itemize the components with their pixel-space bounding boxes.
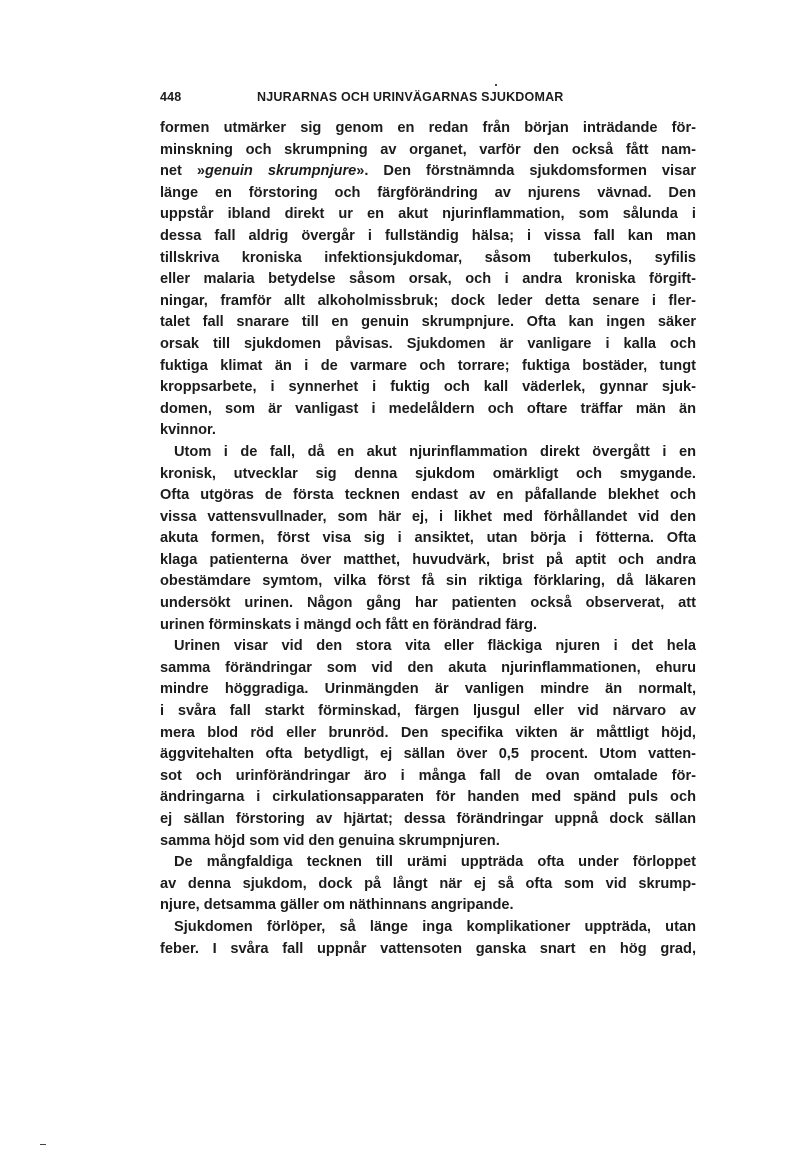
body-text [160,118,696,960]
text-line: kvinnor. [160,422,216,439]
text-line: dessa fall aldrig övergår i fullständig hälsa; i vissa fall kan man [160,227,696,244]
text-line: i svåra fall starkt förminskad, färgen ljusgul eller vid närvaro av [160,703,696,720]
text-line: ningar, framför allt alkoholmissbruk; dock leder detta senare i fler- [160,292,696,309]
text-line: orsak till sjukdomen påvisas. Sjukdomen är vanligare i kalla och [160,335,696,352]
text-line: Urinen visar vid den stora vita eller fläckiga njuren i det hela [174,638,696,655]
page-header [160,90,696,110]
text-line: mera blod röd eller brunröd. Den specifika vikten är måttligt höjd, [160,724,696,741]
text-line: av denna sjukdom, dock på långt när ej så ofta som vid skrump- [160,875,696,892]
text-line: De mångfaldiga tecknen till urämi uppträda ofta under förloppet [174,854,696,871]
text-line: net »genuin skrumpnjure». Den förstnämnda sjukdomsformen visar [160,163,697,180]
text-line: sot och urinförändringar äro i många fall de ovan omtalade för- [160,767,696,784]
text-line: Sjukdomen förlöper, så länge inga komplikationer uppträda, utan [174,918,696,935]
text-line: undersökt urinen. Någon gång har patienten också observerat, att [160,595,696,612]
text-line: talet fall snarare till en genuin skrumpnjure. Ofta kan ingen säker [160,314,696,331]
text-line: kroppsarbete, i synnerhet i fuktig och kall väderlek, gynnar sjuk- [160,379,696,396]
page-number: 448 [160,90,182,104]
text-line: fuktiga klimat än i de varmare och torrare; fuktiga bostäder, tungt [160,357,696,374]
text-line: samma höjd som vid den genuina skrumpnjuren. [160,832,500,849]
text-line: samma förändringar som vid den akuta njurinflammationen, ehuru [160,659,696,676]
text-line: eller malaria betydelse såsom orsak, och i andra kroniska förgift- [160,271,696,288]
text-line: formen utmärker sig genom en redan från början inträdande för- [160,120,696,136]
text-line: urinen förminskats i mängd och fått en förändrad färg. [160,616,538,633]
text-line: Ofta utgöras de första tecknen endast av en påfallande blekhet och [160,487,696,504]
text-line: domen, som är vanligast i medelåldern och oftare träffar män än [160,400,696,417]
text-line: kronisk, utvecklar sig denna sjukdom omärkligt och smygande. [160,465,696,482]
text-line: feber. I svåra fall uppnår vattensoten ganska snart en hög grad, [160,940,696,957]
text-line: länge en förstoring och färgförändring av njurens vävnad. Den [160,184,696,201]
text-line: ändringarna i cirkulationsapparaten för handen med spänd puls och [160,789,696,806]
text-line: Utom i de fall, då en akut njurinflammation direkt övergått i en [174,443,696,460]
text-line: klaga patienterna över matthet, huvudvärk, brist på aptit och andra [160,551,696,568]
text-line: ej sällan förstoring av hjärtat; dessa förändringar uppnå dock sällan [160,811,696,827]
text-line: njure, detsamma gäller om näthinnans angripande. [160,897,514,914]
text-line: äggvitehalten ofta betydligt, ej sällan över 0,5 procent. Utom vatten- [160,746,696,763]
text-line: obestämdare symtom, vilka först få sin riktiga förklaring, då läkaren [160,573,696,590]
text-line: uppstår ibland direkt ur en akut njurinflammation, som sålunda i [160,206,696,223]
text-line: mindre höggradiga. Urinmängden är vanligen mindre än normalt, [160,681,696,698]
bottom-speck [40,1144,46,1145]
text-line: vissa vattensvullnader, som här ej, i likhet med förhållandet vid den [160,508,696,525]
running-head: NJURARNAS OCH URINVÄGARNAS SJUKDOMAR [257,90,564,104]
text-line: minskning och skrumpning av organet, varför den också fått nam- [160,141,696,158]
top-speck [495,84,497,86]
text-line: tillskriva kroniska infektionsjukdomar, såsom tuberkulos, syfilis [160,249,696,266]
text-line: akuta formen, först visa sig i ansiktet, utan börja i fötterna. Ofta [160,530,696,547]
